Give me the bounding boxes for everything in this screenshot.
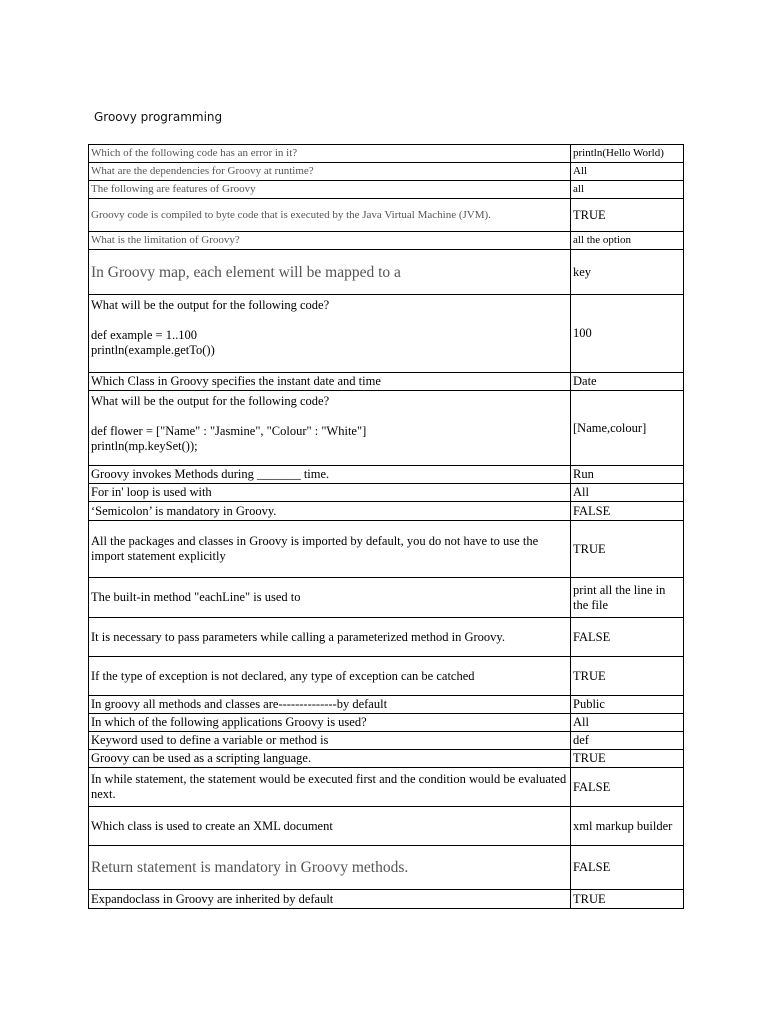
question-cell: Keyword used to define a variable or method is [89, 732, 571, 750]
question-cell: All the packages and classes in Groovy is imported by default, you do not have to use the import statement explicitly [89, 521, 571, 578]
answer-cell: Run [571, 466, 684, 484]
question-cell: Groovy can be used as a scripting language. [89, 750, 571, 768]
question-cell: In groovy all methods and classes are--------------by default [89, 696, 571, 714]
table-row [89, 502, 684, 521]
answer-cell: TRUE [571, 657, 684, 696]
table-row [89, 732, 684, 750]
table-row [89, 145, 684, 163]
table-row [89, 618, 684, 657]
table-row [89, 250, 684, 295]
question-cell: It is necessary to pass parameters while calling a parameterized method in Groovy. [89, 618, 571, 657]
answer-cell: key [571, 250, 684, 295]
table-row [89, 714, 684, 732]
answer-cell: All [571, 163, 684, 181]
question-cell: In which of the following applications Groovy is used? [89, 714, 571, 732]
table-row [89, 696, 684, 714]
table-row [89, 199, 684, 232]
question-cell: In Groovy map, each element will be mapped to a [89, 250, 571, 295]
answer-cell: println(Hello World) [571, 145, 684, 163]
question-cell: What will be the output for the following code? def flower = ["Name" : "Jasmine", "Colour" : "White"] println(mp.keySet()); [89, 391, 571, 466]
table-row [89, 466, 684, 484]
question-cell: Return statement is mandatory in Groovy methods. [89, 846, 571, 890]
answer-cell: FALSE [571, 768, 684, 807]
answer-cell: FALSE [571, 846, 684, 890]
table-row [89, 391, 684, 466]
question-cell: Which class is used to create an XML document [89, 807, 571, 846]
answer-cell: TRUE [571, 199, 684, 232]
question-cell: Which of the following code has an error in it? [89, 145, 571, 163]
table-row [89, 890, 684, 909]
question-cell: The following are features of Groovy [89, 181, 571, 199]
table-row [89, 846, 684, 890]
answer-cell: FALSE [571, 618, 684, 657]
question-cell: Groovy code is compiled to byte code that is executed by the Java Virtual Machine (JVM). [89, 199, 571, 232]
table-row [89, 163, 684, 181]
table-row [89, 521, 684, 578]
qa-table [88, 144, 684, 909]
question-cell: What will be the output for the following code? def example = 1..100 println(example.getTo()) [89, 295, 571, 373]
document-title: Groovy programming [94, 110, 223, 124]
question-cell: ‘Semicolon’ is mandatory in Groovy. [89, 502, 571, 521]
table-row [89, 232, 684, 250]
question-cell: For in' loop is used with [89, 484, 571, 502]
table-row [89, 750, 684, 768]
answer-cell: print all the line in the file [571, 578, 684, 618]
question-cell: Groovy invokes Methods during _______ time. [89, 466, 571, 484]
table-row [89, 578, 684, 618]
answer-cell: FALSE [571, 502, 684, 521]
question-cell: In while statement, the statement would be executed first and the condition would be evaluated next. [89, 768, 571, 807]
answer-cell: 100 [571, 295, 684, 373]
answer-cell: All [571, 714, 684, 732]
answer-cell: TRUE [571, 750, 684, 768]
question-cell: What is the limitation of Groovy? [89, 232, 571, 250]
table-row [89, 373, 684, 391]
answer-cell: TRUE [571, 521, 684, 578]
answer-cell: TRUE [571, 890, 684, 909]
question-cell: Which Class in Groovy specifies the instant date and time [89, 373, 571, 391]
answer-cell: all the option [571, 232, 684, 250]
answer-cell: xml markup builder [571, 807, 684, 846]
question-cell: If the type of exception is not declared, any type of exception can be catched [89, 657, 571, 696]
table-row [89, 181, 684, 199]
question-cell: What are the dependencies for Groovy at runtime? [89, 163, 571, 181]
table-row [89, 657, 684, 696]
table-row [89, 807, 684, 846]
table-row [89, 484, 684, 502]
answer-cell: def [571, 732, 684, 750]
answer-cell: Public [571, 696, 684, 714]
answer-cell: all [571, 181, 684, 199]
answer-cell: All [571, 484, 684, 502]
table-row [89, 768, 684, 807]
answer-cell: Date [571, 373, 684, 391]
table-row [89, 295, 684, 373]
question-cell: The built-in method "eachLine" is used to [89, 578, 571, 618]
question-cell: Expandoclass in Groovy are inherited by default [89, 890, 571, 909]
answer-cell: [Name,colour] [571, 391, 684, 466]
